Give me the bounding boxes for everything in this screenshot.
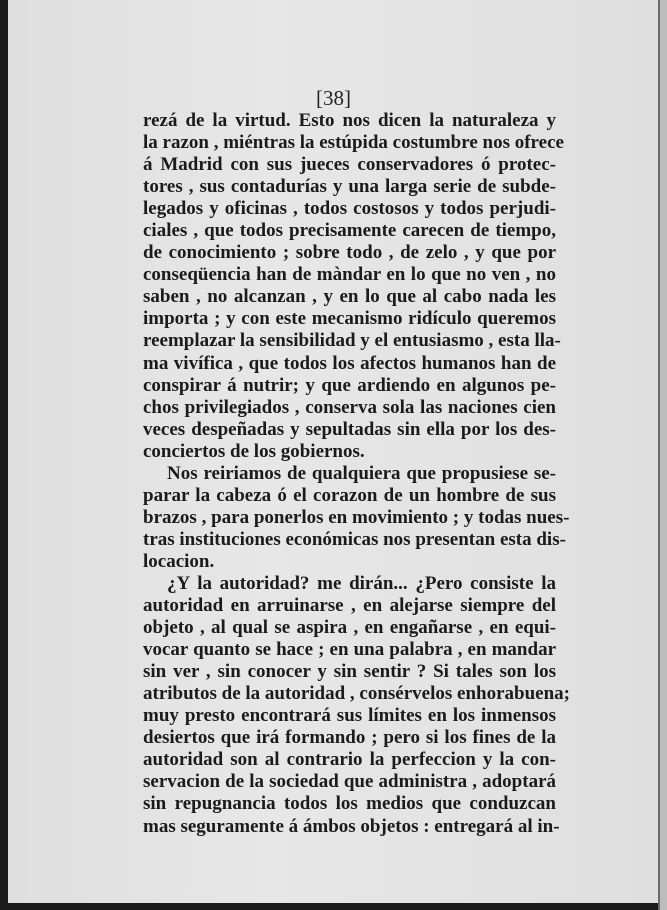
- text-line: de conocimiento ; sobre todo , de zelo , y que por: [143, 242, 556, 264]
- text-line: sin ver , sin conocer y sin sentir ? Si tales son los: [143, 661, 556, 683]
- text-line: brazos , para ponerlos en movimiento ; y todas nues-: [143, 506, 570, 528]
- text-line: locacion.: [143, 550, 215, 572]
- body-text: [143, 110, 570, 838]
- text-line: autoridad en arruinarse , en alejarse siempre del: [143, 595, 556, 617]
- text-line: Nos reiriamos de qualquiera que propusiese se-: [167, 462, 556, 484]
- text-line: conseqüencia han de màndar en lo que no ven , no: [143, 264, 556, 286]
- text-line: objeto , al qual se aspira , en engañarse , en equi-: [143, 617, 556, 639]
- text-line: rezá de la virtud. Esto nos dicen la naturaleza y: [143, 110, 556, 131]
- text-line: conciertos de los gobiernos.: [143, 440, 365, 462]
- text-line: muy presto encontrará sus límites en los inmensos: [143, 705, 556, 727]
- text-line: ma vivífica , que todos los afectos humanos han de: [143, 352, 556, 374]
- text-line: á Madrid con sus jueces conservadores ó protec-: [143, 154, 556, 176]
- text-line: vocar quanto se hace ; en una palabra , en mandar: [143, 639, 556, 661]
- text-line: la razon , miéntras la estúpida costumbre nos ofrece: [143, 132, 564, 154]
- text-line: parar la cabeza ó el corazon de un hombre de sus: [143, 484, 556, 506]
- text-line: sin repugnancia todos los medios que conduzcan: [143, 793, 556, 815]
- text-line: veces despeñadas y sepultadas sin ella por los des-: [143, 418, 556, 440]
- text-line: tras instituciones económicas nos presentan esta dis-: [143, 528, 566, 550]
- text-line: reemplazar la sensibilidad y el entusiasmo , esta lla-: [143, 330, 561, 352]
- text-line: mas seguramente á ámbos objetos : entregará al in-: [143, 815, 560, 837]
- text-line: desiertos que irá formando ; pero si los fines de la: [143, 727, 556, 749]
- text-line: tores , sus contadurías y una larga serie de subde-: [143, 176, 556, 198]
- text-line: ciales , que todos precisamente carecen de tiempo,: [143, 220, 556, 242]
- text-line: conspirar á nutrir; y que ardiendo en algunos pe-: [143, 374, 556, 396]
- text-line: ¿Y la autoridad? me dirán... ¿Pero consiste la: [167, 572, 556, 594]
- page-number: [38]: [316, 86, 351, 110]
- text-line: autoridad son al contrario la perfeccion y la con-: [143, 749, 556, 771]
- text-line: servacion de la sociedad que administra , adoptará: [143, 771, 556, 793]
- text-line: legados y oficinas , todos costosos y todos perjudi-: [143, 198, 556, 220]
- text-line: saben , no alcanzan , y en lo que al cabo nada les: [143, 286, 556, 308]
- text-line: chos privilegiados , conserva sola las naciones cien: [143, 396, 556, 418]
- page-edge: [658, 0, 667, 910]
- text-line: importa ; y con este mecanismo ridículo queremos: [143, 308, 556, 330]
- text-line: atributos de la autoridad , consérvelos enhorabuena;: [143, 683, 570, 705]
